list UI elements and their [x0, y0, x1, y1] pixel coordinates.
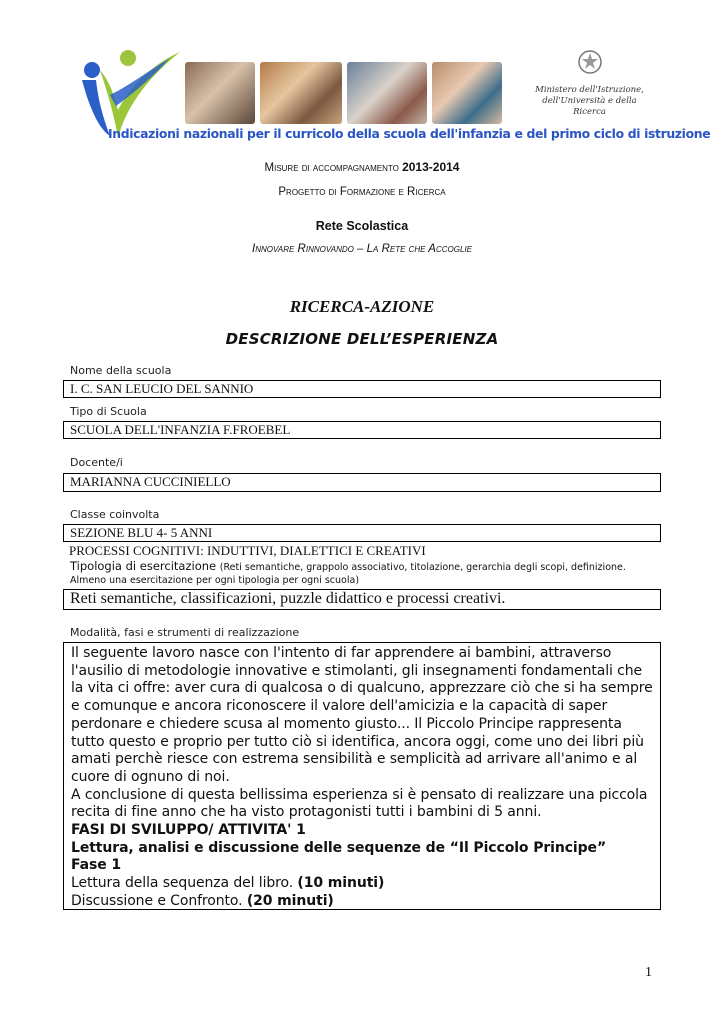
progetto-heading: Progetto di Formazione e Ricerca	[278, 186, 446, 198]
tipologia-label	[70, 560, 660, 587]
page-number: 1	[645, 965, 652, 980]
nome-scuola-label: Nome della scuola	[70, 364, 172, 377]
banner-title: Indicazioni nazionali per il curricolo della scuola dell'infanzia e del primo ciclo di istruzione	[108, 126, 711, 141]
step-2-text: Discussione e Confronto.	[71, 892, 247, 909]
tipologia-title: Tipologia di esercitazione	[70, 559, 217, 573]
ministero-line2: dell'Università e della Ricerca	[542, 96, 637, 117]
nome-scuola-field: I. C. SAN LEUCIO DEL SANNIO	[63, 380, 661, 398]
docente-label: Docente/i	[70, 456, 123, 469]
processi-cognitivi-text: PROCESSI COGNITIVI: INDUTTIVI, DIALETTICI E CREATIVI	[69, 543, 426, 558]
step-1	[71, 875, 653, 893]
tipologia-note-2: Almeno una esercitazione per ogni tipologia per ogni scuola)	[70, 575, 360, 586]
tipologia-note: (Reti semantiche, grappolo associativo, titolazione, gerarchia degli scopi, definizione.	[219, 562, 626, 573]
tipologia-field: Reti semantiche, classificazioni, puzzle didattico e processi creativi.	[63, 589, 661, 610]
rete-heading: Rete Scolastica	[315, 219, 409, 233]
classe-label: Classe coinvolta	[70, 508, 160, 521]
paragraph-conclusione: A conclusione di questa bellissima esperienza si è pensato di realizzare una piccola recita di fine anno che ha visto protagonisti tutti i bambini di 5 anni.	[71, 786, 648, 821]
ricerca-azione-title: RICERCA-AZIONE	[289, 297, 435, 316]
modalita-label: Modalità, fasi e strumenti di realizzazione	[70, 626, 300, 639]
classroom-photo-2	[260, 62, 342, 124]
docente-field: MARIANNA CUCCINIELLO	[63, 473, 661, 492]
misure-years: 2013-2014	[402, 160, 460, 174]
misure-label: Misure di accompagnamento	[264, 162, 399, 174]
header-banner	[70, 40, 711, 150]
classroom-photo-3	[347, 62, 427, 124]
paragraph-intro: Il seguente lavoro nasce con l'intento di far apprendere ai bambini, attraverso l'ausilio di metodologie innovative e stimolanti, gli insegnamenti fondamentali che la vita ci offre: aver cura di qualcosa o di qualcuno, apprezzare ciò che si ha sempre e comunque e ancora riconoscere il valore dell'amicizia e la capacità di saper perdonare e chiedere scusa al momento giusto... Il Piccolo Principe rappresenta tutto questo e proprio per tutto ciò si identifica, ancora oggi, come uno dei libri più amati perchè riesce con estrema sensibilità e semplicità ad arrivare all'animo e al cuore di ognuno di noi.	[71, 645, 653, 785]
descrizione-title: DESCRIZIONE DELL’ESPERIENZA	[225, 330, 499, 348]
tipo-scuola-field: SCUOLA DELL'INFANZIA F.FROEBEL	[63, 421, 661, 439]
lettura-title: Lettura, analisi e discussione delle sequenze de “Il Piccolo Principe”	[71, 839, 607, 856]
step-1-text: Lettura della sequenza del libro.	[71, 875, 298, 892]
classroom-photo-1	[185, 62, 255, 124]
innovare-heading: Innovare Rinnovando – La Rete che Accoglie	[252, 243, 472, 255]
step-2-time: (20 minuti)	[246, 892, 334, 909]
republic-emblem-icon	[577, 48, 603, 76]
ministero-logo	[532, 48, 647, 128]
tipo-scuola-label: Tipo di Scuola	[70, 405, 147, 418]
classe-field: SEZIONE BLU 4- 5 ANNI	[63, 524, 661, 542]
step-2	[71, 893, 653, 911]
fasi-title: FASI DI SVILUPPO/ ATTIVITA' 1	[71, 822, 306, 839]
step-1-time: (10 minuti)	[297, 875, 385, 892]
indicazioni-logo-icon	[70, 40, 190, 140]
ministero-line1: Ministero dell'Istruzione,	[535, 85, 644, 95]
modalita-content-box	[63, 642, 661, 910]
misure-heading	[0, 160, 724, 174]
classroom-photo-4	[432, 62, 502, 124]
fase-title: Fase 1	[71, 857, 122, 874]
